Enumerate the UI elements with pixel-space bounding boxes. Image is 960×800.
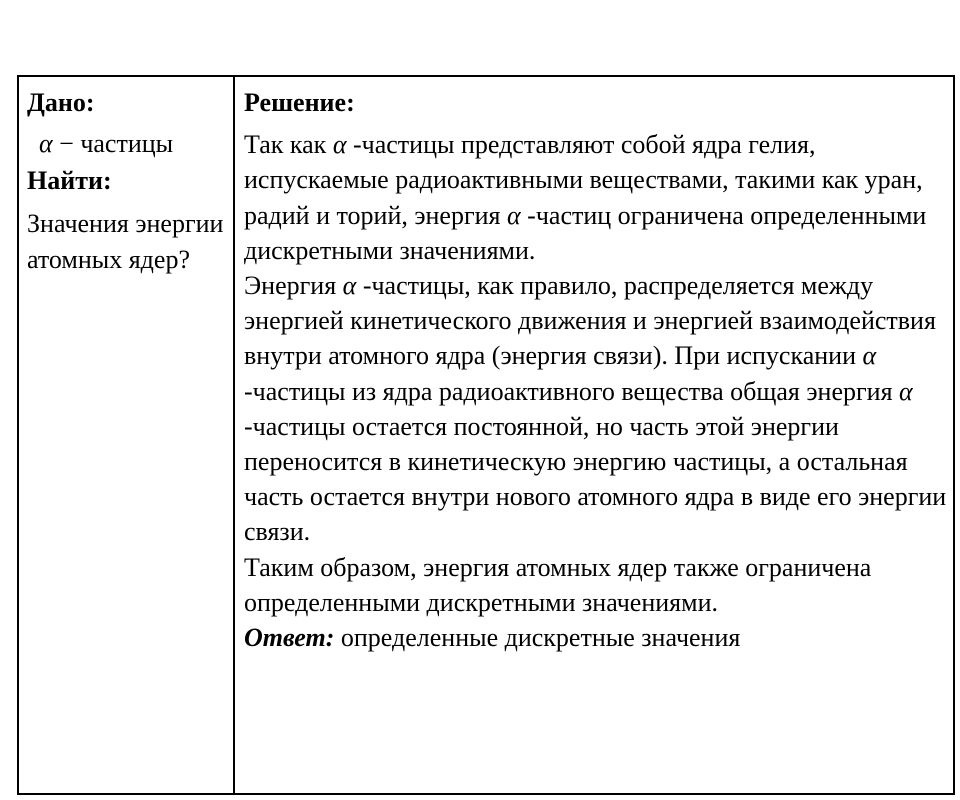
text-segment: -частицы, как правило, распределяется между энергией кинетического движения и энергией взаимодействия внутри атомного ядра (энергия связи). При испускании	[244, 271, 936, 371]
solution-paragraph-1	[244, 127, 947, 268]
alpha-symbol: α	[899, 376, 913, 406]
given-heading: Дано:	[27, 88, 95, 117]
answer-text: определенные дискретные значения	[334, 623, 741, 653]
text-segment: Энергия	[244, 271, 343, 301]
alpha-symbol: α	[332, 130, 347, 160]
alpha-symbol: α	[39, 129, 53, 158]
answer-label: Ответ:	[244, 623, 335, 653]
problem-table	[17, 75, 955, 795]
find-text: Значения энергии атомных ядер?	[27, 209, 224, 274]
text-segment: -частиц ограничена определенными дискретными значениями.	[244, 200, 927, 265]
alpha-symbol: α	[507, 200, 521, 230]
alpha-symbol: α	[862, 341, 877, 371]
text-segment: -частицы из ядра радиоактивного вещества общая энергия	[244, 376, 900, 406]
given-item-text: − частицы	[52, 129, 174, 158]
text-segment: -частицы остается постоянной, но часть этой энергии переносится в кинетическую энергию частицы, а остальная часть остается внутри нового атомного ядра в виде его энергии связи.	[244, 411, 947, 547]
given-item	[27, 126, 233, 161]
find-heading: Найти:	[27, 166, 112, 195]
alpha-symbol: α	[342, 271, 357, 301]
solution-paragraph-2	[244, 268, 947, 550]
given-find-column	[19, 77, 235, 793]
answer-line	[244, 620, 947, 655]
solution-paragraph-3: Таким образом, энергия атомных ядер также ограничена определенными дискретными значениями.	[244, 552, 872, 617]
solution-heading: Решение:	[244, 88, 355, 117]
text-segment: -частицы представляют собой ядра гелия, испускаемые радиоактивными веществами, такими как уран, радий и торий, энергия	[244, 130, 923, 230]
solution-column	[235, 77, 953, 793]
text-segment: Так как	[244, 130, 333, 160]
